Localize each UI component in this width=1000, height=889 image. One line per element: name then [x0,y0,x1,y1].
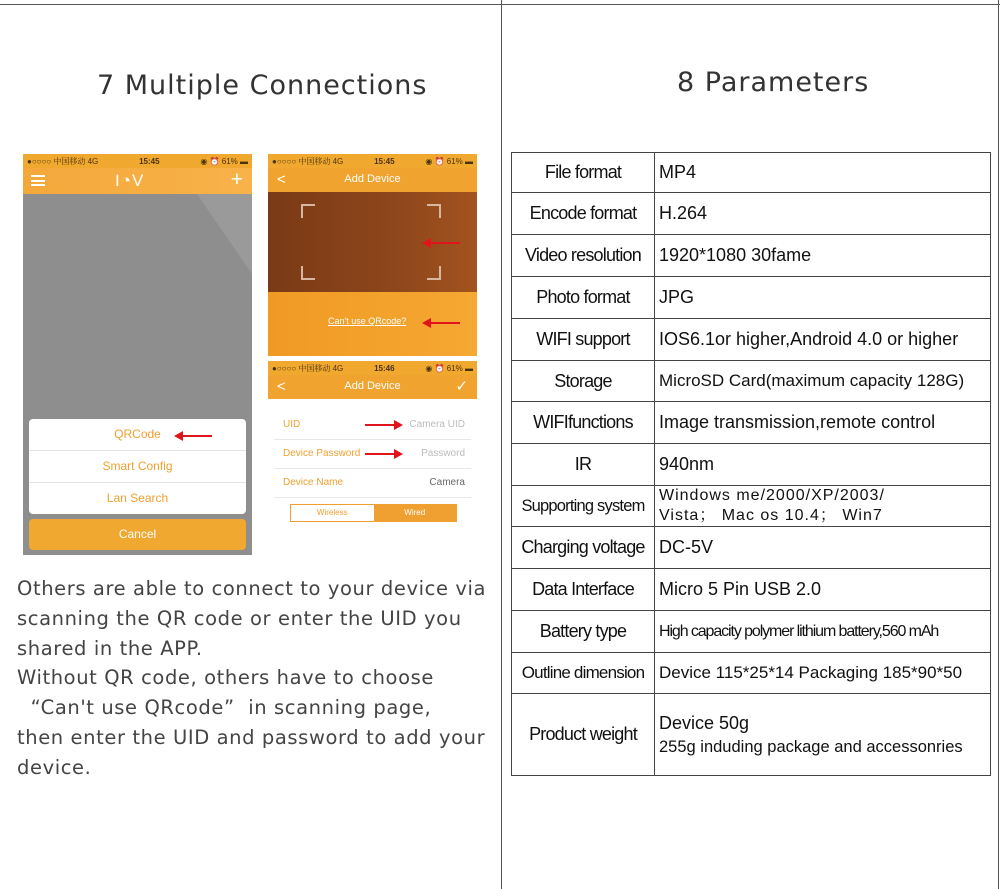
param-name: Supporting system [512,486,655,527]
frame-corner [427,204,441,218]
status-bar [268,361,477,375]
status-bar [23,154,252,168]
param-value: Image transmission,remote control [655,402,991,444]
decorative-shape [197,194,252,274]
description-line: then enter the UID and password to add your [17,725,486,749]
connection-type-toggle[interactable] [290,504,457,522]
pointer-arrow-icon [424,322,460,324]
param-value: High capacity polymer lithium battery,560 mAh [655,611,991,653]
screen-title: Add Device [344,173,401,185]
param-value: H.264 [655,193,991,235]
param-value: DC-5V [655,527,991,569]
connection-description [17,574,502,783]
battery-text: ◉ ⏰ 61% ▬ [200,156,248,166]
screen-title: Add Device [344,380,401,392]
param-value: MP4 [655,153,991,193]
param-name: Outline dimension [512,653,655,694]
param-name: Storage [512,361,655,402]
add-icon[interactable]: + [230,168,243,191]
table-row [512,569,991,611]
password-input[interactable]: Password [421,448,465,459]
battery-text: ◉ ⏰ 61% ▬ [425,363,473,373]
cancel-button[interactable]: Cancel [29,519,246,550]
param-name: Charging voltage [512,527,655,569]
clock-text: 15:46 [374,363,395,373]
description-line: shared in the APP. [17,636,203,660]
phone-screen-add-menu [23,154,252,555]
clock-text: 15:45 [374,156,395,166]
app-logo: I◔V [115,171,145,190]
menu-icon[interactable] [31,175,45,186]
pointer-arrow-icon [365,424,401,426]
uid-field[interactable] [274,413,471,440]
param-value [655,486,991,527]
frame-corner [301,266,315,280]
param-name: File format [512,153,655,193]
carrier-text: ●○○○○ 中国移动 4G [272,156,344,166]
param-value: IOS6.1or higher,Android 4.0 or higher [655,319,991,361]
param-value [655,694,991,776]
param-name: Encode format [512,193,655,235]
description-line: scanning the QR code or enter the UID you [17,606,462,630]
uid-input[interactable]: Camera UID [409,419,465,430]
param-name: Product weight [512,694,655,776]
param-value: Device 115*25*14 Packaging 185*90*50 [655,653,991,694]
param-value: 940nm [655,444,991,486]
right-border [998,0,999,889]
table-row [512,319,991,361]
device-form [268,399,477,555]
param-name: Data Interface [512,569,655,611]
table-row [512,653,991,694]
param-name: Battery type [512,611,655,653]
frame-corner [427,266,441,280]
uid-label: UID [283,419,301,430]
segment-wired[interactable]: Wired [374,505,457,521]
param-value: 1920*1080 30fame [655,235,991,277]
param-value-line: 255g induding package and accessonries [659,737,963,756]
clock-text: 15:45 [139,156,160,166]
password-label: Device Password [283,448,361,459]
battery-text: ◉ ⏰ 61% ▬ [425,156,473,166]
table-row [512,277,991,319]
phone-screen-add-device [268,361,477,555]
table-row [512,193,991,235]
param-value: Micro 5 Pin USB 2.0 [655,569,991,611]
param-name: WIFI support [512,319,655,361]
param-value: JPG [655,277,991,319]
carrier-text: ●○○○○ 中国移动 4G [27,156,99,166]
option-lan-search[interactable]: Lan Search [106,491,169,505]
param-name: Photo format [512,277,655,319]
app-header [23,168,252,194]
name-input[interactable]: Camera [429,477,465,488]
cant-use-qrcode-link[interactable]: Can't use QRcode? [328,316,407,326]
parameters-table [511,152,991,776]
table-row [512,235,991,277]
description-line: Without QR code, others have to choose [17,666,434,690]
param-value-line: Vista； Mac os 10.4； Win7 [659,507,883,524]
description-line: device. [17,755,92,779]
app-header [268,168,477,192]
confirm-check-icon[interactable]: ✓ [455,378,468,395]
pointer-arrow-icon [365,453,401,455]
param-value: MicroSD Card(maximum capacity 128G) [655,361,991,402]
param-name: IR [512,444,655,486]
table-row [512,444,991,486]
table-row [512,527,991,569]
table-row [512,153,991,193]
table-row [512,694,991,776]
back-icon[interactable]: < [277,378,286,395]
option-qrcode[interactable]: QRCode [29,419,246,451]
password-field[interactable] [274,442,471,469]
option-smart-config[interactable]: Smart Config [29,451,246,483]
carrier-text: ●○○○○ 中国移动 4G [272,363,344,373]
table-row [512,402,991,444]
param-value-line: Device 50g [659,712,750,733]
param-name: Video resolution [512,235,655,277]
description-line: Others are able to connect to your device via [17,577,487,600]
action-sheet [29,419,246,514]
segment-wireless[interactable]: Wireless [291,505,374,521]
table-row [512,486,991,527]
name-label: Device Name [283,477,344,488]
name-field[interactable] [274,471,471,498]
table-row [512,611,991,653]
app-body [23,194,252,555]
frame-corner [301,204,315,218]
status-bar [268,154,477,168]
param-value-line: Windows me/2000/XP/2003/ [659,487,885,504]
pointer-arrow-icon [176,435,212,437]
param-name: WIFIfunctions [512,402,655,444]
section-title-parameters: 8 Parameters [677,67,870,98]
section-title-connections: 7 Multiple Connections [97,70,428,101]
scan-footer [268,292,477,356]
table-row [512,361,991,402]
description-line: “Can't use QRcode” in scanning page, [17,696,432,720]
phone-screen-qr-scan [268,154,477,356]
top-border [0,4,1000,5]
back-icon[interactable]: < [277,171,286,188]
pointer-arrow-icon [424,242,460,244]
app-header [268,375,477,399]
